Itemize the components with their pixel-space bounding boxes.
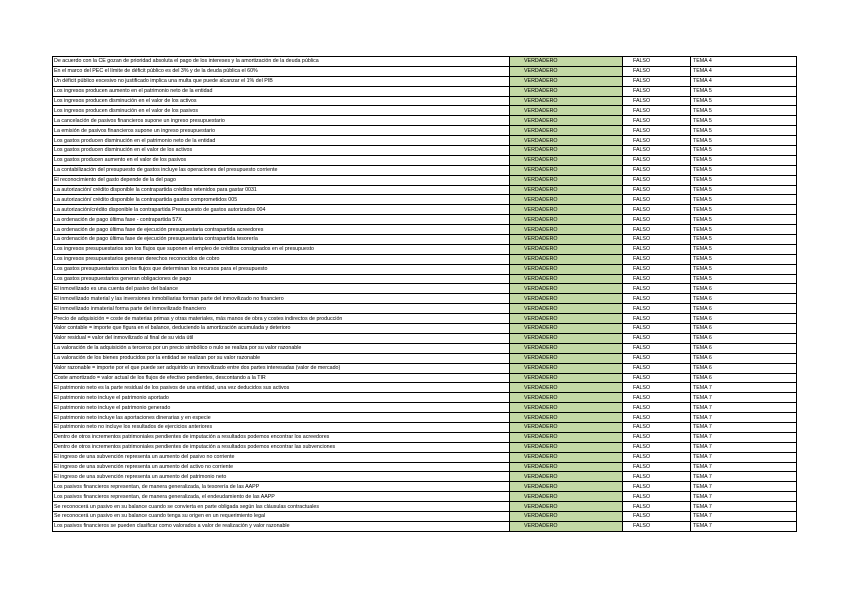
- table-row: [53, 393, 797, 403]
- statement-cell[interactable]: De acuerdo con la CE gozan de prioridad absoluta el pago de los intereses y la amortización de la deuda pública: [53, 57, 510, 67]
- table-row: [53, 244, 797, 254]
- verdadero-cell[interactable]: VERDADERO: [510, 57, 623, 67]
- falso-cell[interactable]: FALSO: [623, 244, 691, 254]
- table-row: [53, 294, 797, 304]
- falso-cell[interactable]: FALSO: [623, 343, 691, 353]
- falso-cell[interactable]: FALSO: [623, 96, 691, 106]
- tema-cell[interactable]: TEMA 5: [691, 264, 797, 274]
- tema-cell[interactable]: TEMA 6: [691, 284, 797, 294]
- tema-cell[interactable]: TEMA 5: [691, 126, 797, 136]
- tema-cell[interactable]: TEMA 5: [691, 136, 797, 146]
- statement-cell[interactable]: Se reconocerá un pasivo en su balance cuando tenga su origen en un requerimiento legal: [53, 511, 510, 521]
- tema-cell[interactable]: TEMA 6: [691, 294, 797, 304]
- table-row: [53, 442, 797, 452]
- verdadero-cell[interactable]: VERDADERO: [510, 314, 623, 324]
- table-row: [53, 155, 797, 165]
- statement-cell[interactable]: Los gastos producen disminución en el valor de los activos: [53, 146, 510, 156]
- tema-cell[interactable]: TEMA 6: [691, 343, 797, 353]
- table-row: [53, 284, 797, 294]
- falso-cell[interactable]: FALSO: [623, 225, 691, 235]
- verdadero-cell[interactable]: VERDADERO: [510, 333, 623, 343]
- falso-cell[interactable]: FALSO: [623, 57, 691, 67]
- verdadero-cell[interactable]: VERDADERO: [510, 155, 623, 165]
- tema-cell[interactable]: TEMA 7: [691, 383, 797, 393]
- falso-cell[interactable]: FALSO: [623, 185, 691, 195]
- verdadero-cell[interactable]: VERDADERO: [510, 383, 623, 393]
- verdadero-cell[interactable]: VERDADERO: [510, 511, 623, 521]
- falso-cell[interactable]: FALSO: [623, 215, 691, 225]
- table-row: [53, 185, 797, 195]
- statement-cell[interactable]: La ordenación de pago última fase de ejecución presupuestaria contrapartida acreedores: [53, 225, 510, 235]
- statement-cell[interactable]: Los gastos presupuestarios son los flujos que determinan los recursos para el presupuesto: [53, 264, 510, 274]
- tema-cell[interactable]: TEMA 7: [691, 442, 797, 452]
- tema-cell[interactable]: TEMA 7: [691, 502, 797, 512]
- table-row: [53, 314, 797, 324]
- tema-cell[interactable]: TEMA 5: [691, 235, 797, 245]
- table-row: [53, 422, 797, 432]
- tema-cell[interactable]: TEMA 5: [691, 155, 797, 165]
- table-row: [53, 452, 797, 462]
- falso-cell[interactable]: FALSO: [623, 452, 691, 462]
- statement-cell[interactable]: La valoración de los bienes producidos por la entidad se realizan por su valor razonable: [53, 353, 510, 363]
- verdadero-cell[interactable]: VERDADERO: [510, 284, 623, 294]
- falso-cell[interactable]: FALSO: [623, 324, 691, 334]
- verdadero-cell[interactable]: VERDADERO: [510, 353, 623, 363]
- statement-cell[interactable]: Un déficit público excesivo no justificado implica una multa que puede alcanzar el 1% del PIB: [53, 76, 510, 86]
- verdadero-cell[interactable]: VERDADERO: [510, 462, 623, 472]
- tema-cell[interactable]: TEMA 7: [691, 511, 797, 521]
- verdadero-cell[interactable]: VERDADERO: [510, 521, 623, 531]
- verdadero-cell[interactable]: VERDADERO: [510, 66, 623, 76]
- table-row: [53, 175, 797, 185]
- tema-cell[interactable]: TEMA 7: [691, 492, 797, 502]
- verdadero-cell[interactable]: VERDADERO: [510, 116, 623, 126]
- verdadero-cell[interactable]: VERDADERO: [510, 413, 623, 423]
- table-row: [53, 373, 797, 383]
- statement-cell[interactable]: La valoración de la adquisición a terceros por un precio simbólico o nulo se realiza por su valor razonable: [53, 343, 510, 353]
- statement-cell[interactable]: El patrimonio neto incluye las aportaciones dinerarias y en especie: [53, 413, 510, 423]
- table-row: [53, 511, 797, 521]
- tema-cell[interactable]: TEMA 6: [691, 353, 797, 363]
- tema-cell[interactable]: TEMA 4: [691, 76, 797, 86]
- verdadero-cell[interactable]: VERDADERO: [510, 195, 623, 205]
- table-row: [53, 403, 797, 413]
- tema-cell[interactable]: TEMA 5: [691, 106, 797, 116]
- verdadero-cell[interactable]: VERDADERO: [510, 422, 623, 432]
- falso-cell[interactable]: FALSO: [623, 284, 691, 294]
- verdadero-cell[interactable]: VERDADERO: [510, 324, 623, 334]
- falso-cell[interactable]: FALSO: [623, 175, 691, 185]
- falso-cell[interactable]: FALSO: [623, 462, 691, 472]
- verdadero-cell[interactable]: VERDADERO: [510, 492, 623, 502]
- statement-cell[interactable]: El patrimonio neto no incluye los resultados de ejercicios anteriores: [53, 422, 510, 432]
- table-row: [53, 413, 797, 423]
- verdadero-cell[interactable]: VERDADERO: [510, 146, 623, 156]
- table-row: [53, 86, 797, 96]
- falso-cell[interactable]: FALSO: [623, 511, 691, 521]
- statement-cell[interactable]: El ingreso de una subvención representa un aumento del activo no corriente: [53, 462, 510, 472]
- verdadero-cell[interactable]: VERDADERO: [510, 86, 623, 96]
- statement-cell[interactable]: Coste amortizado = valor actual de los flujos de efectivo pendientes, descontando a la TIR: [53, 373, 510, 383]
- falso-cell[interactable]: FALSO: [623, 155, 691, 165]
- falso-cell[interactable]: FALSO: [623, 521, 691, 531]
- verdadero-cell[interactable]: VERDADERO: [510, 472, 623, 482]
- true-false-table: [52, 56, 797, 532]
- statement-cell[interactable]: El patrimonio neto es la parte residual de los pasivos de una entidad, una vez deducidos sus activos: [53, 383, 510, 393]
- statement-cell[interactable]: Los ingresos presupuestarios son los flujos que suponen el empleo de créditos consignados en el presupuesto: [53, 244, 510, 254]
- tema-cell[interactable]: TEMA 5: [691, 96, 797, 106]
- statement-cell[interactable]: El reconocimiento del gasto depende de la del pago: [53, 175, 510, 185]
- statement-cell[interactable]: La contabilización del presupuesto de gastos incluye las operaciones del presupuesto corriente: [53, 165, 510, 175]
- verdadero-cell[interactable]: VERDADERO: [510, 185, 623, 195]
- table-row: [53, 502, 797, 512]
- falso-cell[interactable]: FALSO: [623, 393, 691, 403]
- statement-cell[interactable]: La ordenación de pago última fase de ejecución presupuestaria contrapartida tesorería: [53, 235, 510, 245]
- spreadsheet-sheet: [52, 56, 797, 532]
- statement-cell[interactable]: La autorización/crédito disponible la contrapartida Presupuesto de gastos autorizados 004: [53, 205, 510, 215]
- tema-cell[interactable]: TEMA 5: [691, 215, 797, 225]
- table-row: [53, 343, 797, 353]
- verdadero-cell[interactable]: VERDADERO: [510, 254, 623, 264]
- verdadero-cell[interactable]: VERDADERO: [510, 106, 623, 116]
- falso-cell[interactable]: FALSO: [623, 492, 691, 502]
- falso-cell[interactable]: FALSO: [623, 136, 691, 146]
- table-row: [53, 363, 797, 373]
- statement-cell[interactable]: Los ingresos presupuestarios generan derechos reconocidos de cobro: [53, 254, 510, 264]
- tema-cell[interactable]: TEMA 7: [691, 393, 797, 403]
- table-row: [53, 116, 797, 126]
- tema-cell[interactable]: TEMA 5: [691, 274, 797, 284]
- falso-cell[interactable]: FALSO: [623, 165, 691, 175]
- verdadero-cell[interactable]: VERDADERO: [510, 96, 623, 106]
- falso-cell[interactable]: FALSO: [623, 422, 691, 432]
- table-row: [53, 472, 797, 482]
- table-row: [53, 195, 797, 205]
- tema-cell[interactable]: TEMA 5: [691, 165, 797, 175]
- falso-cell[interactable]: FALSO: [623, 146, 691, 156]
- statement-cell[interactable]: El patrimonio neto incluye el patrimonio generado: [53, 403, 510, 413]
- table-body: [53, 57, 797, 532]
- tema-cell[interactable]: TEMA 5: [691, 116, 797, 126]
- falso-cell[interactable]: FALSO: [623, 195, 691, 205]
- table-row: [53, 353, 797, 363]
- falso-cell[interactable]: FALSO: [623, 116, 691, 126]
- falso-cell[interactable]: FALSO: [623, 432, 691, 442]
- falso-cell[interactable]: FALSO: [623, 264, 691, 274]
- statement-cell[interactable]: El inmovilizado inmaterial forma parte del inmovilizado financiero: [53, 304, 510, 314]
- verdadero-cell[interactable]: VERDADERO: [510, 205, 623, 215]
- table-row: [53, 165, 797, 175]
- falso-cell[interactable]: FALSO: [623, 106, 691, 116]
- tema-cell[interactable]: TEMA 6: [691, 363, 797, 373]
- verdadero-cell[interactable]: VERDADERO: [510, 244, 623, 254]
- tema-cell[interactable]: TEMA 6: [691, 373, 797, 383]
- statement-cell[interactable]: Se reconocerá un pasivo en su balance cuando se convierta en parte obligada según las cláusulas contractuales: [53, 502, 510, 512]
- tema-cell[interactable]: TEMA 7: [691, 521, 797, 531]
- tema-cell[interactable]: TEMA 4: [691, 66, 797, 76]
- statement-cell[interactable]: Valor razonable = importe por el que puede ser adquirido un inmovilizado entre dos partes interesadas (valor de mercado): [53, 363, 510, 373]
- verdadero-cell[interactable]: VERDADERO: [510, 136, 623, 146]
- table-row: [53, 304, 797, 314]
- tema-cell[interactable]: TEMA 5: [691, 195, 797, 205]
- statement-cell[interactable]: Dentro de otros incrementos patrimoniales pendientes de imputación a resultados podemos encontrar los acreedores: [53, 432, 510, 442]
- table-row: [53, 76, 797, 86]
- table-row: [53, 521, 797, 531]
- statement-cell[interactable]: La cancelación de pasivos financieros supone un ingreso presupuestario: [53, 116, 510, 126]
- statement-cell[interactable]: El ingreso de una subvención representa un aumento del patrimonio neto: [53, 472, 510, 482]
- tema-cell[interactable]: TEMA 5: [691, 175, 797, 185]
- tema-cell[interactable]: TEMA 6: [691, 314, 797, 324]
- statement-cell[interactable]: Los gastos producen aumento en el valor de los pasivos: [53, 155, 510, 165]
- verdadero-cell[interactable]: VERDADERO: [510, 442, 623, 452]
- verdadero-cell[interactable]: VERDADERO: [510, 403, 623, 413]
- falso-cell[interactable]: FALSO: [623, 482, 691, 492]
- tema-cell[interactable]: TEMA 5: [691, 244, 797, 254]
- statement-cell[interactable]: Dentro de otros incrementos patrimoniales pendientes de imputación a resultados podemos encontrar las subvenciones: [53, 442, 510, 452]
- statement-cell[interactable]: Los ingresos producen disminución en el valor de los pasivos: [53, 106, 510, 116]
- statement-cell[interactable]: Precio de adquisición = coste de materias primas y otras materiales, más manos de obra y costes indirectos de producción: [53, 314, 510, 324]
- statement-cell[interactable]: Los pasivos financieros se pueden clasificar como valorados a valor de realización y valor razonable: [53, 521, 510, 531]
- statement-cell[interactable]: El inmovilizado es una cuenta del pasivo del balance: [53, 284, 510, 294]
- verdadero-cell[interactable]: VERDADERO: [510, 432, 623, 442]
- falso-cell[interactable]: FALSO: [623, 294, 691, 304]
- verdadero-cell[interactable]: VERDADERO: [510, 343, 623, 353]
- falso-cell[interactable]: FALSO: [623, 333, 691, 343]
- tema-cell[interactable]: TEMA 7: [691, 452, 797, 462]
- verdadero-cell[interactable]: VERDADERO: [510, 502, 623, 512]
- table-row: [53, 492, 797, 502]
- statement-cell[interactable]: La emisión de pasivos financieros supone un ingreso presupuestario: [53, 126, 510, 136]
- falso-cell[interactable]: FALSO: [623, 502, 691, 512]
- statement-cell[interactable]: Los ingresos producen disminución en el valor de los activos: [53, 96, 510, 106]
- statement-cell[interactable]: Los pasivos financieros representan, de manera generalizada, la tesorería de las AAPP: [53, 482, 510, 492]
- tema-cell[interactable]: TEMA 5: [691, 205, 797, 215]
- statement-cell[interactable]: La autorización/ crédito disponible la contrapartida créditos retenidos para gastar 0031: [53, 185, 510, 195]
- falso-cell[interactable]: FALSO: [623, 373, 691, 383]
- table-row: [53, 383, 797, 393]
- table-row: [53, 462, 797, 472]
- verdadero-cell[interactable]: VERDADERO: [510, 165, 623, 175]
- statement-cell[interactable]: Valor residual = valor del inmovilizado al final de su vida útil: [53, 333, 510, 343]
- table-row: [53, 225, 797, 235]
- table-row: [53, 66, 797, 76]
- tema-cell[interactable]: TEMA 5: [691, 254, 797, 264]
- tema-cell[interactable]: TEMA 5: [691, 86, 797, 96]
- verdadero-cell[interactable]: VERDADERO: [510, 264, 623, 274]
- statement-cell[interactable]: La autorización/ crédito disponible la contrapartida gastos comprometidos 005: [53, 195, 510, 205]
- falso-cell[interactable]: FALSO: [623, 383, 691, 393]
- falso-cell[interactable]: FALSO: [623, 442, 691, 452]
- tema-cell[interactable]: TEMA 5: [691, 146, 797, 156]
- falso-cell[interactable]: FALSO: [623, 413, 691, 423]
- table-row: [53, 333, 797, 343]
- tema-cell[interactable]: TEMA 6: [691, 324, 797, 334]
- verdadero-cell[interactable]: VERDADERO: [510, 274, 623, 284]
- falso-cell[interactable]: FALSO: [623, 235, 691, 245]
- tema-cell[interactable]: TEMA 7: [691, 472, 797, 482]
- falso-cell[interactable]: FALSO: [623, 126, 691, 136]
- table-row: [53, 274, 797, 284]
- tema-cell[interactable]: TEMA 7: [691, 462, 797, 472]
- table-row: [53, 205, 797, 215]
- verdadero-cell[interactable]: VERDADERO: [510, 76, 623, 86]
- table-row: [53, 235, 797, 245]
- falso-cell[interactable]: FALSO: [623, 314, 691, 324]
- tema-cell[interactable]: TEMA 4: [691, 57, 797, 67]
- tema-cell[interactable]: TEMA 6: [691, 304, 797, 314]
- statement-cell[interactable]: Los gastos producen disminución en el patrimonio neto de la entidad: [53, 136, 510, 146]
- table-row: [53, 146, 797, 156]
- table-row: [53, 482, 797, 492]
- falso-cell[interactable]: FALSO: [623, 353, 691, 363]
- verdadero-cell[interactable]: VERDADERO: [510, 373, 623, 383]
- falso-cell[interactable]: FALSO: [623, 274, 691, 284]
- table-row: [53, 57, 797, 67]
- verdadero-cell[interactable]: VERDADERO: [510, 482, 623, 492]
- statement-cell[interactable]: Los gastos presupuestarios generan obligaciones de pago: [53, 274, 510, 284]
- statement-cell[interactable]: Valor contable = importe que figura en el balance, deduciendo la amortización acumulada y deterioro: [53, 324, 510, 334]
- verdadero-cell[interactable]: VERDADERO: [510, 452, 623, 462]
- falso-cell[interactable]: FALSO: [623, 76, 691, 86]
- statement-cell[interactable]: La ordenación de pago última fase - contrapartida 57X: [53, 215, 510, 225]
- tema-cell[interactable]: TEMA 7: [691, 413, 797, 423]
- table-row: [53, 136, 797, 146]
- falso-cell[interactable]: FALSO: [623, 254, 691, 264]
- falso-cell[interactable]: FALSO: [623, 363, 691, 373]
- tema-cell[interactable]: TEMA 7: [691, 432, 797, 442]
- tema-cell[interactable]: TEMA 6: [691, 333, 797, 343]
- statement-cell[interactable]: Los ingresos producen aumento en el patrimonio neto de la entidad: [53, 86, 510, 96]
- table-row: [53, 126, 797, 136]
- tema-cell[interactable]: TEMA 7: [691, 482, 797, 492]
- verdadero-cell[interactable]: VERDADERO: [510, 126, 623, 136]
- falso-cell[interactable]: FALSO: [623, 86, 691, 96]
- table-row: [53, 215, 797, 225]
- verdadero-cell[interactable]: VERDADERO: [510, 304, 623, 314]
- verdadero-cell[interactable]: VERDADERO: [510, 294, 623, 304]
- verdadero-cell[interactable]: VERDADERO: [510, 363, 623, 373]
- tema-cell[interactable]: TEMA 7: [691, 422, 797, 432]
- table-row: [53, 264, 797, 274]
- verdadero-cell[interactable]: VERDADERO: [510, 235, 623, 245]
- falso-cell[interactable]: FALSO: [623, 205, 691, 215]
- tema-cell[interactable]: TEMA 5: [691, 225, 797, 235]
- table-row: [53, 324, 797, 334]
- tema-cell[interactable]: TEMA 7: [691, 403, 797, 413]
- verdadero-cell[interactable]: VERDADERO: [510, 225, 623, 235]
- verdadero-cell[interactable]: VERDADERO: [510, 393, 623, 403]
- table-row: [53, 254, 797, 264]
- falso-cell[interactable]: FALSO: [623, 304, 691, 314]
- statement-cell[interactable]: Los pasivos financieros representan, de manera generalizada, el endeudamiento de las AAPP: [53, 492, 510, 502]
- table-row: [53, 96, 797, 106]
- falso-cell[interactable]: FALSO: [623, 66, 691, 76]
- verdadero-cell[interactable]: VERDADERO: [510, 175, 623, 185]
- statement-cell[interactable]: En el marco del PEC el límite de déficit público es del 3% y de la deuda pública el 60%: [53, 66, 510, 76]
- table-row: [53, 106, 797, 116]
- table-row: [53, 432, 797, 442]
- verdadero-cell[interactable]: VERDADERO: [510, 215, 623, 225]
- falso-cell[interactable]: FALSO: [623, 403, 691, 413]
- falso-cell[interactable]: FALSO: [623, 472, 691, 482]
- statement-cell[interactable]: El ingreso de una subvención representa un aumento del pasivo no corriente: [53, 452, 510, 462]
- statement-cell[interactable]: El inmovilizado material y las inversiones inmobiliarias forman parte del inmovilizado no financiero: [53, 294, 510, 304]
- statement-cell[interactable]: El patrimonio neto incluye el patrimonio aportado: [53, 393, 510, 403]
- tema-cell[interactable]: TEMA 5: [691, 185, 797, 195]
